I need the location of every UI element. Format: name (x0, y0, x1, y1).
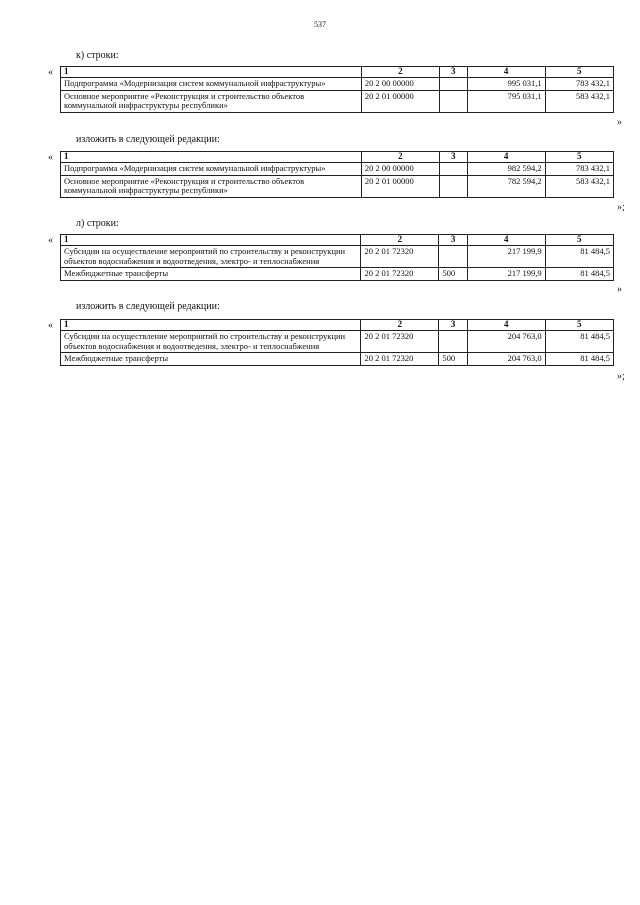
row-value-4: 204 763,0 (467, 353, 545, 366)
header-col-5: 5 (545, 320, 613, 331)
section-l-new-label: изложить в следующей редакции: (76, 301, 220, 312)
table-header-row (61, 67, 614, 78)
open-quote: « (48, 152, 53, 163)
row-name: Межбюджетные трансферты (61, 268, 361, 281)
table-header-row (61, 320, 614, 331)
header-col-1: 1 (61, 235, 361, 246)
row-value-5: 81 484,5 (545, 331, 613, 353)
row-code: 20 2 00 00000 (361, 78, 439, 91)
row-code: 20 2 01 72320 (361, 353, 439, 366)
row-name: Подпрограмма «Модернизация систем коммунальной инфраструктуры» (61, 78, 362, 91)
table-l-revised (60, 319, 614, 366)
table-row (61, 246, 614, 268)
row-code: 20 2 01 72320 (361, 331, 439, 353)
row-name: Субсидии на осуществление мероприятий по строительству и реконструкции объектов водоснабжения и водоотведения, электро- и теплоснабжения (61, 331, 361, 353)
header-col-4: 4 (467, 152, 545, 163)
row-code: 20 2 01 72320 (361, 268, 439, 281)
section-k-new-label: изложить в следующей редакции: (76, 134, 220, 145)
row-value-4: 795 031,1 (467, 90, 545, 112)
section-k-label: к) строки: (76, 50, 119, 61)
header-col-2: 2 (361, 152, 439, 163)
row-value-5: 783 432,1 (545, 78, 613, 91)
row-type (439, 90, 467, 112)
row-value-4: 995 031,1 (467, 78, 545, 91)
header-col-1: 1 (61, 67, 362, 78)
row-name: Основное мероприятие «Реконструкция и строительство объектов коммунальной инфраструктуры республики» (61, 90, 362, 112)
header-col-4: 4 (467, 67, 545, 78)
page-number: 537 (314, 20, 326, 29)
row-type (439, 163, 467, 176)
row-code: 20 2 01 00000 (361, 175, 439, 197)
row-name: Межбюджетные трансферты (61, 353, 361, 366)
table-l-original (60, 234, 614, 281)
table-row (61, 78, 614, 91)
table-k-revised (60, 151, 614, 198)
row-type (439, 246, 467, 268)
header-col-3: 3 (439, 152, 467, 163)
open-quote: « (48, 235, 53, 246)
header-col-3: 3 (439, 235, 467, 246)
row-value-5: 81 484,5 (545, 353, 613, 366)
header-col-1: 1 (61, 152, 362, 163)
row-name: Основное мероприятие «Реконструкция и строительство объектов коммунальной инфраструктуры республики» (61, 175, 362, 197)
table-header-row (61, 152, 614, 163)
header-col-2: 2 (361, 235, 439, 246)
header-col-2: 2 (361, 320, 439, 331)
header-col-4: 4 (467, 320, 545, 331)
row-name: Субсидии на осуществление мероприятий по строительству и реконструкции объектов водоснабжения и водоотведения, электро- и теплоснабжения (61, 246, 361, 268)
row-value-4: 217 199,9 (467, 246, 545, 268)
row-value-5: 81 484,5 (545, 268, 613, 281)
header-col-3: 3 (439, 320, 467, 331)
table-row (61, 331, 614, 353)
header-col-2: 2 (361, 67, 439, 78)
table-header-row (61, 235, 614, 246)
row-code: 20 2 01 00000 (361, 90, 439, 112)
row-type (439, 331, 467, 353)
close-quote: » (617, 284, 622, 295)
row-value-5: 81 484,5 (545, 246, 613, 268)
row-value-4: 204 763,0 (467, 331, 545, 353)
row-value-4: 217 199,9 (467, 268, 545, 281)
row-name: Подпрограмма «Модернизация систем коммунальной инфраструктуры» (61, 163, 362, 176)
header-col-4: 4 (467, 235, 545, 246)
row-value-5: 583 432,1 (545, 90, 613, 112)
table-row (61, 353, 614, 366)
section-l-label: л) строки: (76, 218, 119, 229)
table-row (61, 175, 614, 197)
row-type (439, 78, 467, 91)
open-quote: « (48, 67, 53, 78)
row-value-4: 782 594,2 (467, 175, 545, 197)
close-quote: »; (617, 371, 625, 382)
table-row (61, 90, 614, 112)
table-row (61, 163, 614, 176)
row-type: 500 (439, 268, 467, 281)
table-k-original (60, 66, 614, 113)
header-col-5: 5 (545, 152, 613, 163)
table-row (61, 268, 614, 281)
header-col-5: 5 (545, 67, 613, 78)
header-col-3: 3 (439, 67, 467, 78)
open-quote: « (48, 320, 53, 331)
row-code: 20 2 01 72320 (361, 246, 439, 268)
row-value-5: 783 432,1 (545, 163, 613, 176)
row-value-4: 982 594,2 (467, 163, 545, 176)
row-type: 500 (439, 353, 467, 366)
close-quote: »; (617, 202, 625, 213)
row-value-5: 583 432,1 (545, 175, 613, 197)
header-col-1: 1 (61, 320, 361, 331)
row-code: 20 2 00 00000 (361, 163, 439, 176)
close-quote: » (617, 117, 622, 128)
row-type (439, 175, 467, 197)
header-col-5: 5 (545, 235, 613, 246)
